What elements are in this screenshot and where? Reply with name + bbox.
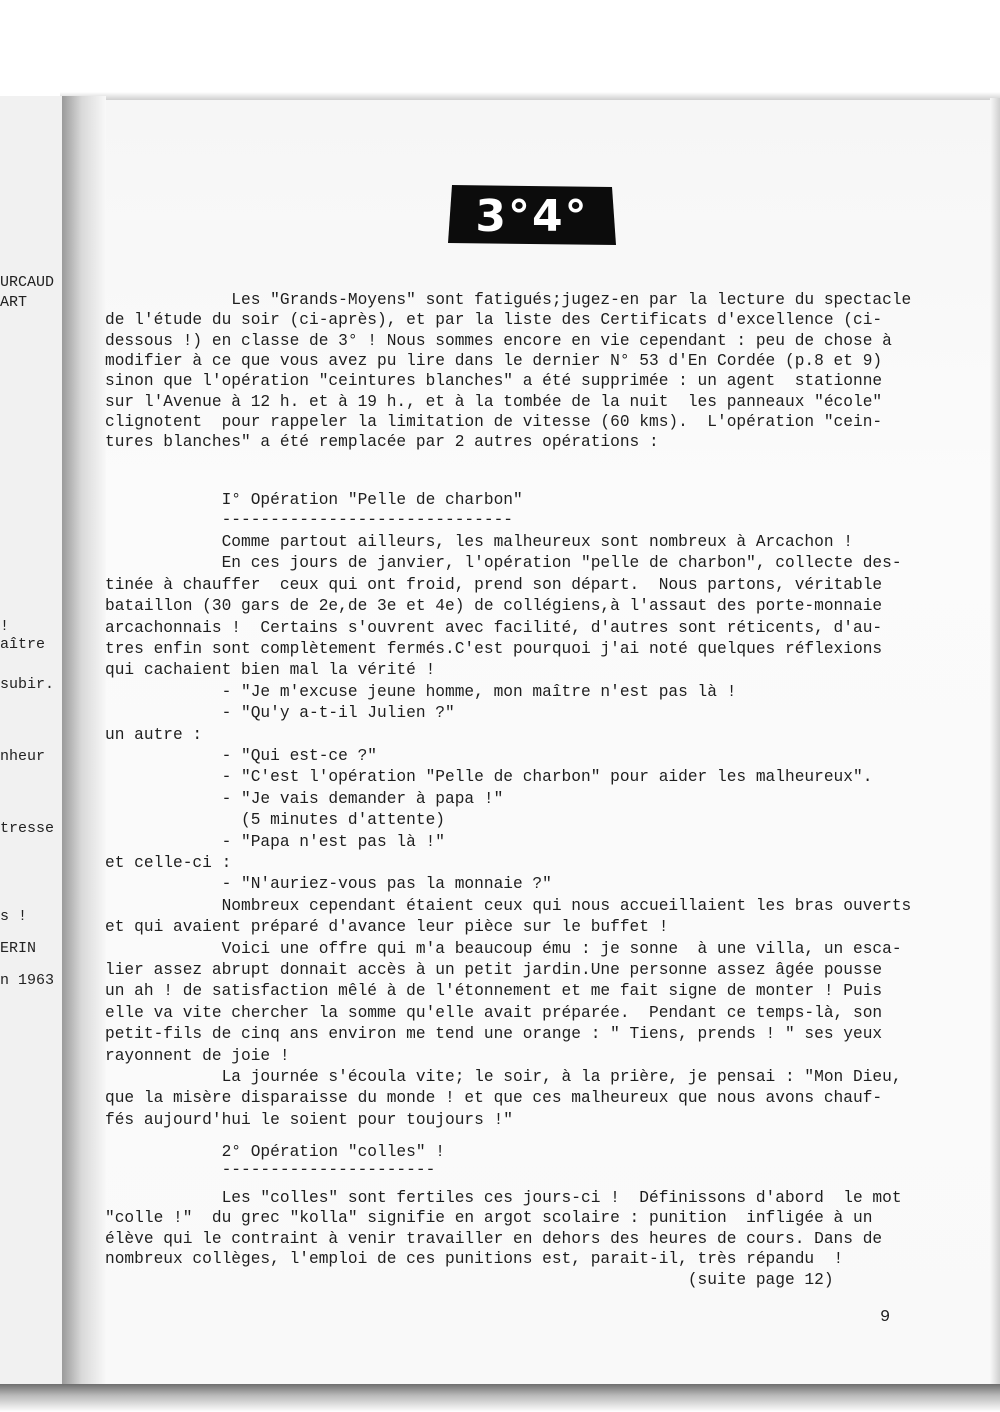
text-line: fés aujourd'hui le soient pour toujours !" bbox=[105, 1110, 513, 1129]
text-line: Les "colles" sont fertiles ces jours-ci ! Définissons d'abord le mot bbox=[105, 1189, 902, 1207]
text-line: (5 minutes d'attente) bbox=[105, 811, 445, 830]
badge-label: 3°4° bbox=[475, 190, 589, 242]
text-line: - "Je vais demander à papa !" bbox=[105, 789, 504, 808]
left-page-fragment: ART bbox=[0, 294, 28, 311]
text-line: et celle-ci : bbox=[105, 854, 232, 872]
left-page-fragment: tresse bbox=[0, 820, 55, 837]
text-line: bataillon (30 gars de 2e,de 3e et 4e) de collégiens,à l'assaut des porte-monnaie bbox=[105, 597, 883, 616]
text-line: sur l'Avenue à 12 h. et à 19 h., et à la tombée de la nuit les panneaux "école" bbox=[105, 392, 883, 411]
text-line: que la misère disparaisse du monde ! et que ces malheureux que nous avons chauf- bbox=[105, 1089, 883, 1108]
text-line: - "C'est l'opération "Pelle de charbon" pour aider les malheureux". bbox=[105, 768, 873, 787]
heading-underline: ---------------------- bbox=[105, 1161, 436, 1179]
left-page-fragment: s ! bbox=[0, 908, 28, 925]
text-line: dessous !) en classe de 3° ! Nous sommes encore en vie cependant : peu de chose à bbox=[105, 331, 892, 350]
left-page-sheet bbox=[0, 96, 66, 1386]
bottom-edge-shadow bbox=[0, 1384, 1000, 1412]
text-line: modifier à ce que vous avez pu lire dans le dernier N° 53 d'En Cordée (p.8 et 9) bbox=[105, 351, 883, 370]
text-line: lier assez abrupt donnait accès à un petit jardin.Une personne assez âgée pousse bbox=[105, 961, 883, 979]
text-line: Comme partout ailleurs, les malheureux sont nombreux à Arcachon ! bbox=[105, 533, 853, 551]
left-page-fragment: n 1963 bbox=[0, 972, 55, 989]
text-line: - "Papa n'est pas là !" bbox=[105, 832, 445, 851]
text-line: un ah ! de satisfaction mêlé à de l'étonnement et me fait signe de monter ! Puis bbox=[105, 982, 883, 1001]
text-line: tres enfin sont complètement fermés.C'est pourquoi j'ai noté quelques réflexions bbox=[105, 640, 883, 658]
text-line: elle va vite chercher la somme qu'elle avait préparée. Pendant ce temps-là, son bbox=[105, 1003, 883, 1022]
left-page-fragment: nheur bbox=[0, 748, 46, 765]
text-line: de l'étude du soir (ci-après), et par la liste des Certificats d'excellence (ci- bbox=[105, 311, 883, 330]
text-line: - "N'auriez-vous pas la monnaie ?" bbox=[105, 875, 552, 894]
text-line: - "Qu'y a-t-il Julien ?" bbox=[105, 704, 455, 723]
text-line: tinée à chauffer ceux qui ont froid, prend son départ. Nous partons, véritable bbox=[105, 575, 883, 594]
text-line: En ces jours de janvier, l'opération "pelle de charbon", collecte des- bbox=[105, 554, 902, 573]
text-line: élève qui le contraint à venir travailler en dehors des heures de cours. Dans de bbox=[105, 1229, 883, 1248]
text-line: arcachonnais ! Certains s'ouvrent avec facilité, d'autres sont réticents, d'au- bbox=[105, 618, 883, 637]
text-line: rayonnent de joie ! bbox=[105, 1046, 290, 1065]
text-line: un autre : bbox=[105, 725, 203, 744]
section-heading: I° Opération "Pelle de charbon" bbox=[105, 491, 523, 509]
text-line: - "Qui est-ce ?" bbox=[105, 747, 377, 765]
heading-underline: ------------------------------ bbox=[105, 511, 513, 529]
right-edge-shadow bbox=[990, 98, 1000, 1388]
text-line: "colle !" du grec "kolla" signifie en argot scolaire : punition infligée à un bbox=[105, 1209, 873, 1228]
page-number: 9 bbox=[880, 1308, 891, 1327]
left-page-fragment: URCAUD bbox=[0, 274, 55, 291]
text-line: La journée s'écoula vite; le soir, à la prière, je pensai : "Mon Dieu, bbox=[105, 1068, 902, 1086]
text-line: (suite page 12) bbox=[105, 1270, 834, 1289]
left-page-fragment: ! bbox=[0, 618, 10, 635]
text-line: sinon que l'opération "ceintures blanches" a été supprimée : un agent stationne bbox=[105, 372, 883, 391]
text-line: Nombreux cependant étaient ceux qui nous accueillaient les bras ouverts bbox=[105, 896, 912, 915]
text-line: Les "Grands-Moyens" sont fatigués;jugez-en par la lecture du spectacle bbox=[105, 291, 912, 309]
text-line: Voici une offre qui m'a beaucoup ému : je sonne à une villa, un esca- bbox=[105, 939, 902, 958]
text-line: clignotent pour rappeler la limitation de vitesse (60 kms). L'opération "cein- bbox=[105, 412, 883, 431]
text-line: et qui avaient préparé d'avance leur pièce sur le buffet ! bbox=[105, 918, 669, 937]
text-line: - "Je m'excuse jeune homme, mon maître n'est pas là ! bbox=[105, 682, 737, 701]
text-line: nombreux collèges, l'emploi de ces punitions est, parait-il, très répandu ! bbox=[105, 1250, 844, 1269]
text-line: qui cachaient bien mal la vérité ! bbox=[105, 661, 436, 680]
class-badge bbox=[446, 183, 618, 249]
top-edge-shadow bbox=[60, 92, 1000, 100]
text-line: petit-fils de cinq ans environ me tend une orange : " Tiens, prends ! " ses yeux bbox=[105, 1025, 883, 1044]
text-line: tures blanches" a été remplacée par 2 autres opérations : bbox=[105, 433, 659, 452]
section-heading: 2° Opération "colles" ! bbox=[105, 1143, 445, 1161]
left-page-fragment: ERIN bbox=[0, 940, 37, 957]
left-page-fragment: aître bbox=[0, 636, 46, 653]
book-fold-shadow bbox=[62, 96, 106, 1396]
left-page-fragment: subir. bbox=[0, 676, 55, 693]
